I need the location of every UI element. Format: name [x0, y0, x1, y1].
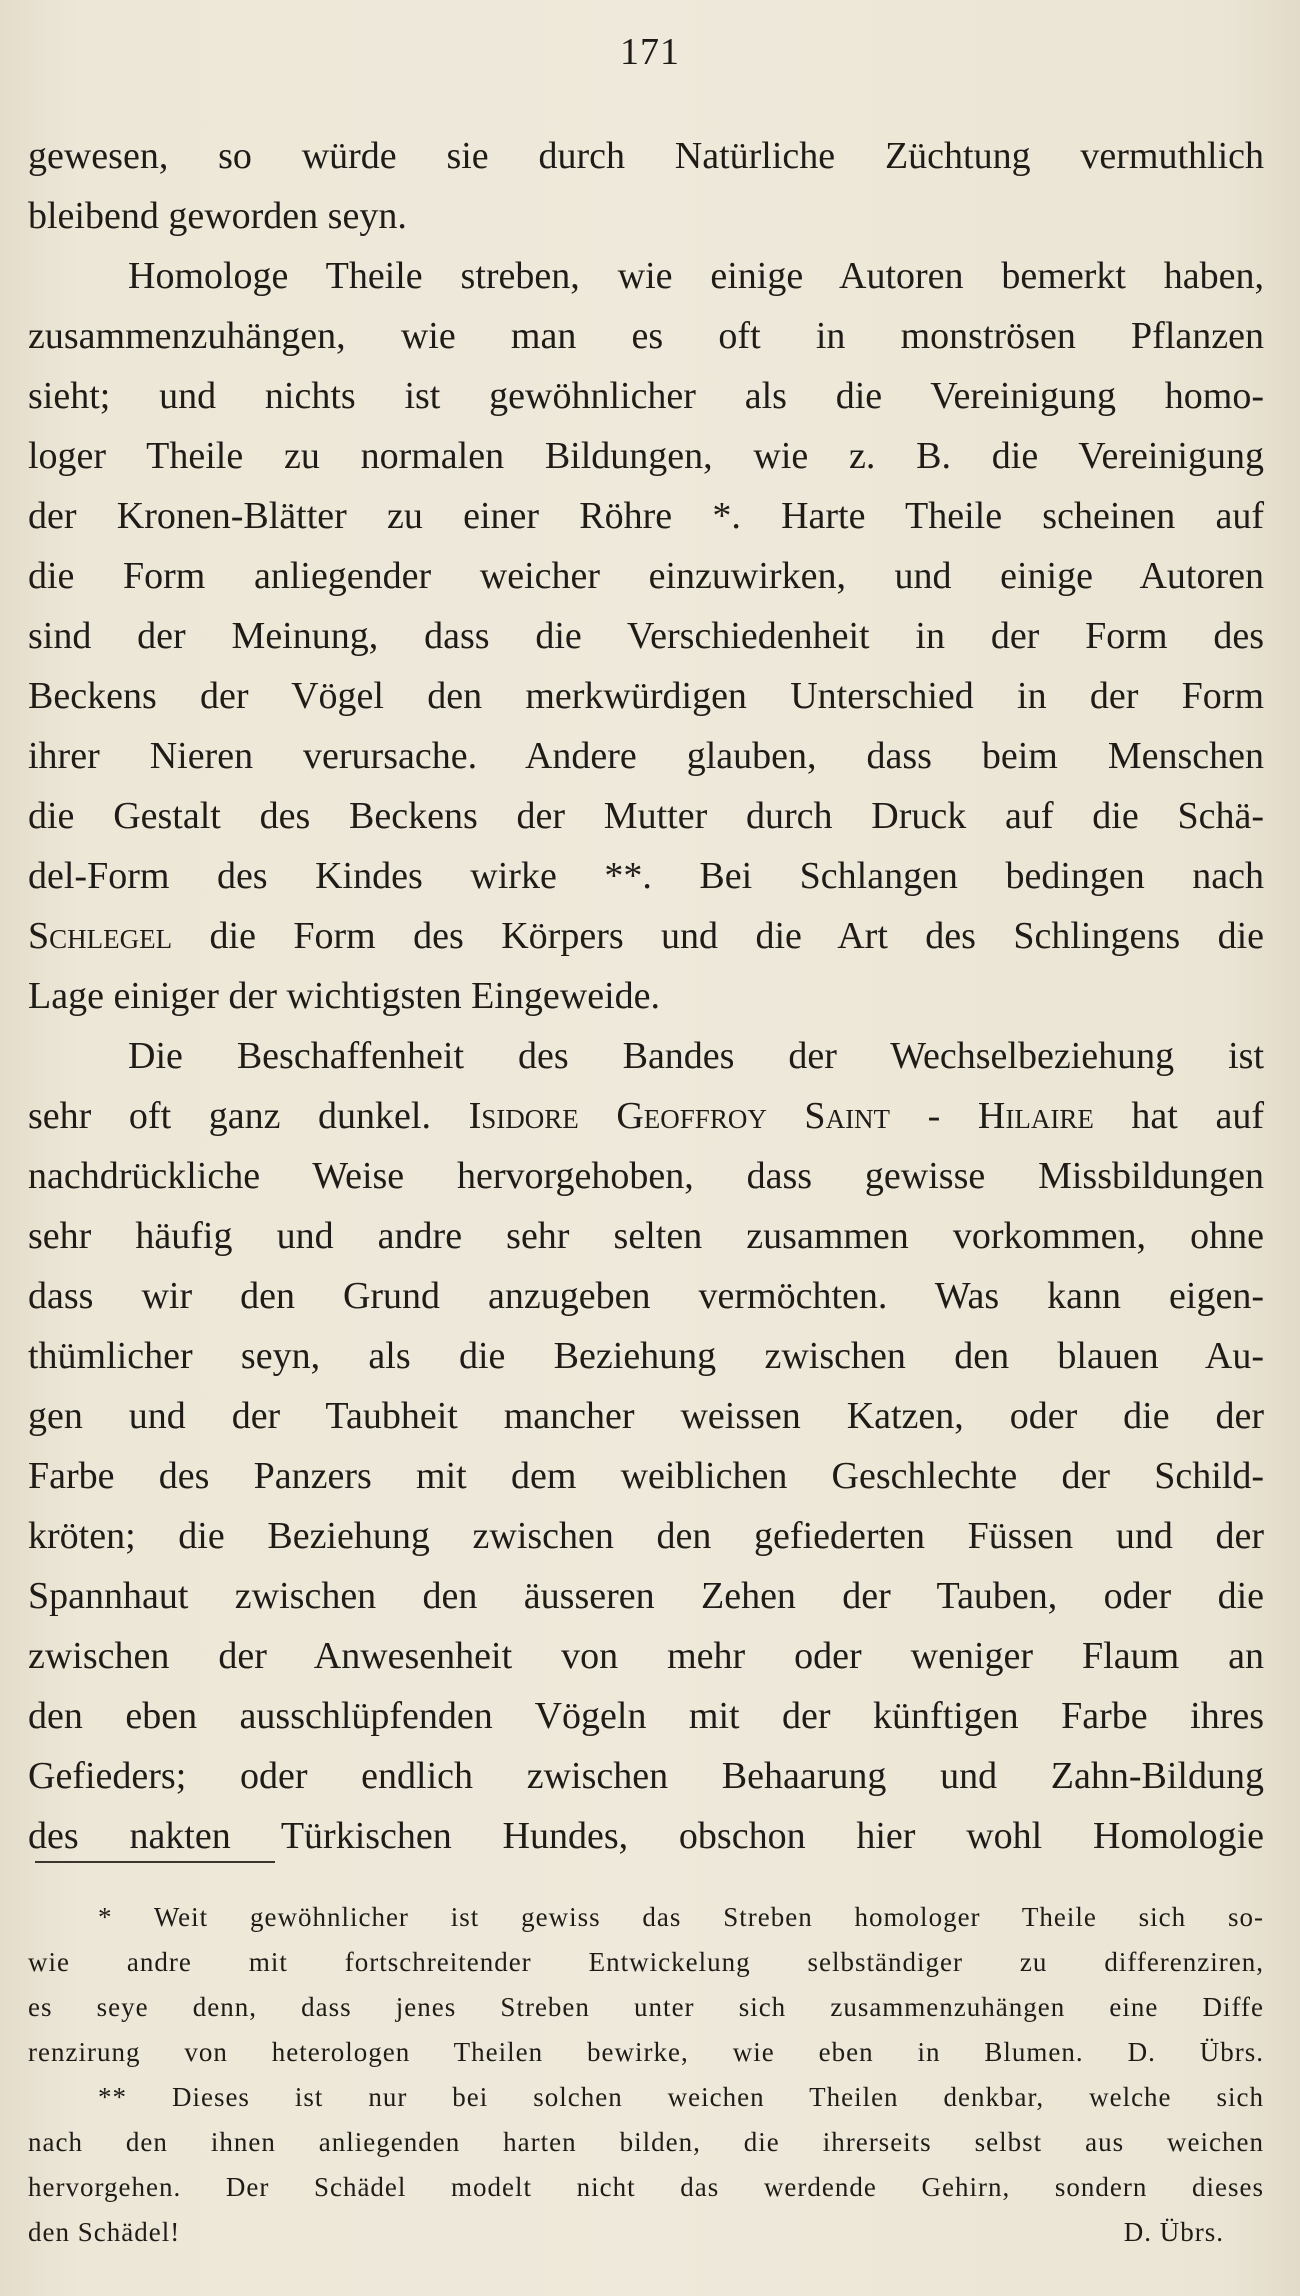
text-line: Lage einiger der wichtigsten Eingeweide.	[28, 975, 661, 1017]
text-line: Gefieders; oder endlich zwischen Behaarung und Zahn-Bildung	[28, 1755, 1264, 1797]
text-line: Beckens der Vögel den merkwürdigen Unterschied in der Form	[28, 675, 1264, 717]
text-span: die Form des Körpers und die Art des Schlingens die	[172, 915, 1264, 957]
text-line: del-Form des Kindes wirke **. Bei Schlangen bedingen nach	[28, 855, 1264, 897]
text-line: zusammenzuhängen, wie man es oft in monströsen Pflanzen	[28, 315, 1264, 357]
translator-signoff: D. Übrs.	[1123, 2217, 1224, 2247]
footnote-line: nach den ihnen anliegenden harten bilden, die ihrerseits selbst aus weichen	[28, 2127, 1264, 2157]
text-line: Farbe des Panzers mit dem weiblichen Geschlechte der Schild-	[28, 1455, 1264, 1497]
text-span: sehr oft ganz dunkel.	[28, 1095, 469, 1137]
text-line: sind der Meinung, dass die Verschiedenheit in der Form des	[28, 615, 1264, 657]
text-line: die Form anliegender weicher einzuwirken, und einige Autoren	[28, 555, 1264, 597]
text-line: ihrer Nieren verursache. Andere glauben, dass beim Menschen	[28, 735, 1264, 777]
text-line: thümlicher seyn, als die Beziehung zwischen den blauen Au-	[28, 1335, 1264, 1377]
text-line	[28, 1086, 1264, 1146]
text-line: des nakten Türkischen Hundes, obschon hier wohl Homologie	[28, 1815, 1264, 1857]
text-line: dass wir den Grund anzugeben vermöchten. Was kann eigen-	[28, 1275, 1264, 1317]
text-line: loger Theile zu normalen Bildungen, wie z. B. die Vereinigung	[28, 435, 1264, 477]
text-line: sehr häufig und andre sehr selten zusammen vorkommen, ohne	[28, 1215, 1264, 1257]
text-line: den eben ausschlüpfenden Vögeln mit der künftigen Farbe ihres	[28, 1695, 1264, 1737]
page-number: 171	[620, 31, 680, 73]
text-line: gewesen, so würde sie durch Natürliche Züchtung vermuthlich	[28, 135, 1264, 177]
text-line: gen und der Taubheit mancher weissen Katzen, oder die der	[28, 1395, 1264, 1437]
text-line: Homologe Theile streben, wie einige Autoren bemerkt haben,	[128, 255, 1264, 297]
author-name-schlegel: Schlegel	[28, 915, 173, 957]
text-line: kröten; die Beziehung zwischen den gefiederten Füssen und der	[28, 1515, 1264, 1557]
text-span: hat auf	[1093, 1095, 1264, 1137]
footnote-line: wie andre mit fortschreitender Entwickelung selbständiger zu differenziren,	[28, 1947, 1264, 1977]
text-line: der Kronen-Blätter zu einer Röhre *. Harte Theile scheinen auf	[28, 495, 1264, 537]
text-line: Die Beschaffenheit des Bandes der Wechselbeziehung ist	[128, 1035, 1264, 1077]
author-name-geoffroy: Isidore Geoffroy Saint - Hilaire	[468, 1095, 1094, 1137]
footnote-line	[28, 2210, 1264, 2255]
footnote-text: den Schädel!	[28, 2217, 181, 2247]
text-line: zwischen der Anwesenheit von mehr oder weniger Flaum an	[28, 1635, 1264, 1677]
footnote-line: es seye denn, dass jenes Streben unter sich zusammenzuhängen eine Diffe	[28, 1992, 1264, 2022]
footnote-line: * Weit gewöhnlicher ist gewiss das Streben homologer Theile sich so-	[98, 1902, 1264, 1932]
footnote-divider	[35, 1861, 275, 1863]
footnote-line: ** Dieses ist nur bei solchen weichen Theilen denkbar, welche sich	[98, 2082, 1264, 2112]
text-line: nachdrückliche Weise hervorgehoben, dass gewisse Missbildungen	[28, 1155, 1264, 1197]
text-line: sieht; und nichts ist gewöhnlicher als die Vereinigung homo-	[28, 375, 1264, 417]
footnotes	[28, 1895, 1264, 2255]
text-line	[28, 906, 1264, 966]
footnote-line: hervorgehen. Der Schädel modelt nicht das werdende Gehirn, sondern dieses	[28, 2172, 1264, 2202]
footnote-line: renzirung von heterologen Theilen bewirke, wie eben in Blumen. D. Übrs.	[28, 2037, 1264, 2067]
text-line: Spannhaut zwischen den äusseren Zehen der Tauben, oder die	[28, 1575, 1264, 1617]
text-line: die Gestalt des Beckens der Mutter durch Druck auf die Schä-	[28, 795, 1264, 837]
text-line: bleibend geworden seyn.	[28, 195, 407, 237]
body-text	[28, 126, 1264, 1866]
